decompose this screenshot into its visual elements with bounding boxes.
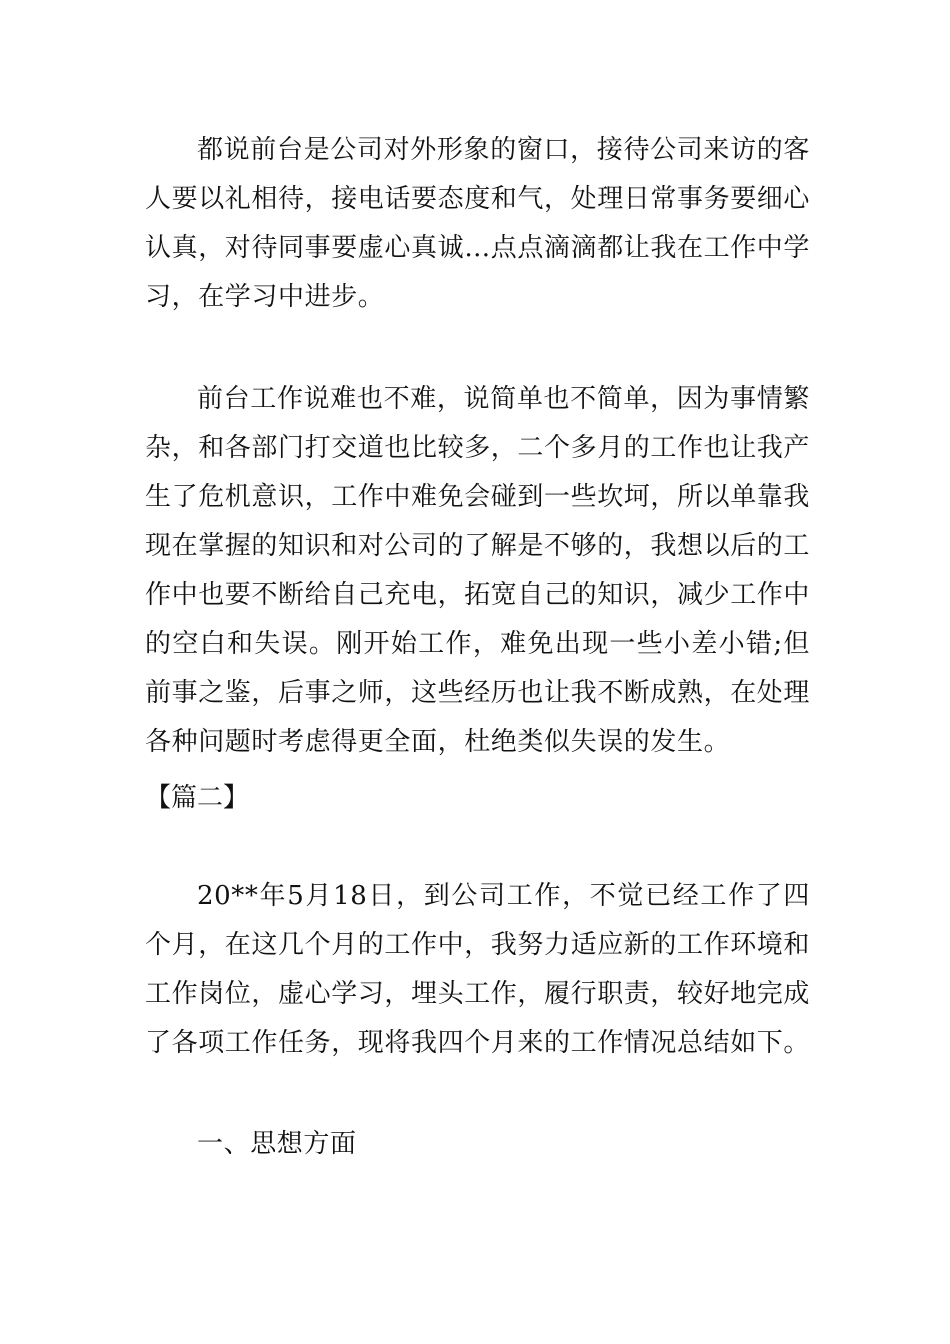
paragraph-work-summary-intro: 20**年5月18日，到公司工作，不觉已经工作了四个月，在这几个月的工作中，我努力适应新的工作环境和工作岗位，虚心学习，埋头工作，履行职责，较好地完成了各项工作任务，现将我四个月来的工作情况总结如下。 xyxy=(145,881,811,1058)
section-heading-part-two: 【篇二】 xyxy=(145,783,250,813)
paragraph-front-desk-work: 前台工作说难也不难，说简单也不简单，因为事情繁杂，和各部门打交道也比较多，二个多月的工作也让我产生了危机意识，工作中难免会碰到一些坎坷，所以单靠我现在掌握的知识和对公司的了解是不够的，我想以后的工作中也要不断给自己充电，拓宽自己的知识，减少工作中的空白和失误。刚开始工作，难免出现一些小差小错;但前事之鉴，后事之师，这些经历也让我不断成熟，在处理各种问题时考虑得更全面，杜绝类似失误的发生。 xyxy=(145,384,811,757)
paragraph-front-desk-window: 都说前台是公司对外形象的窗口，接待公司来访的客人要以礼相待，接电话要态度和气，处理日常事务要细心认真，对待同事要虚心真诚…点点滴滴都让我在工作中学习，在学习中进步。 xyxy=(145,135,811,312)
subheading-ideology: 一、思想方面 xyxy=(197,1129,357,1159)
